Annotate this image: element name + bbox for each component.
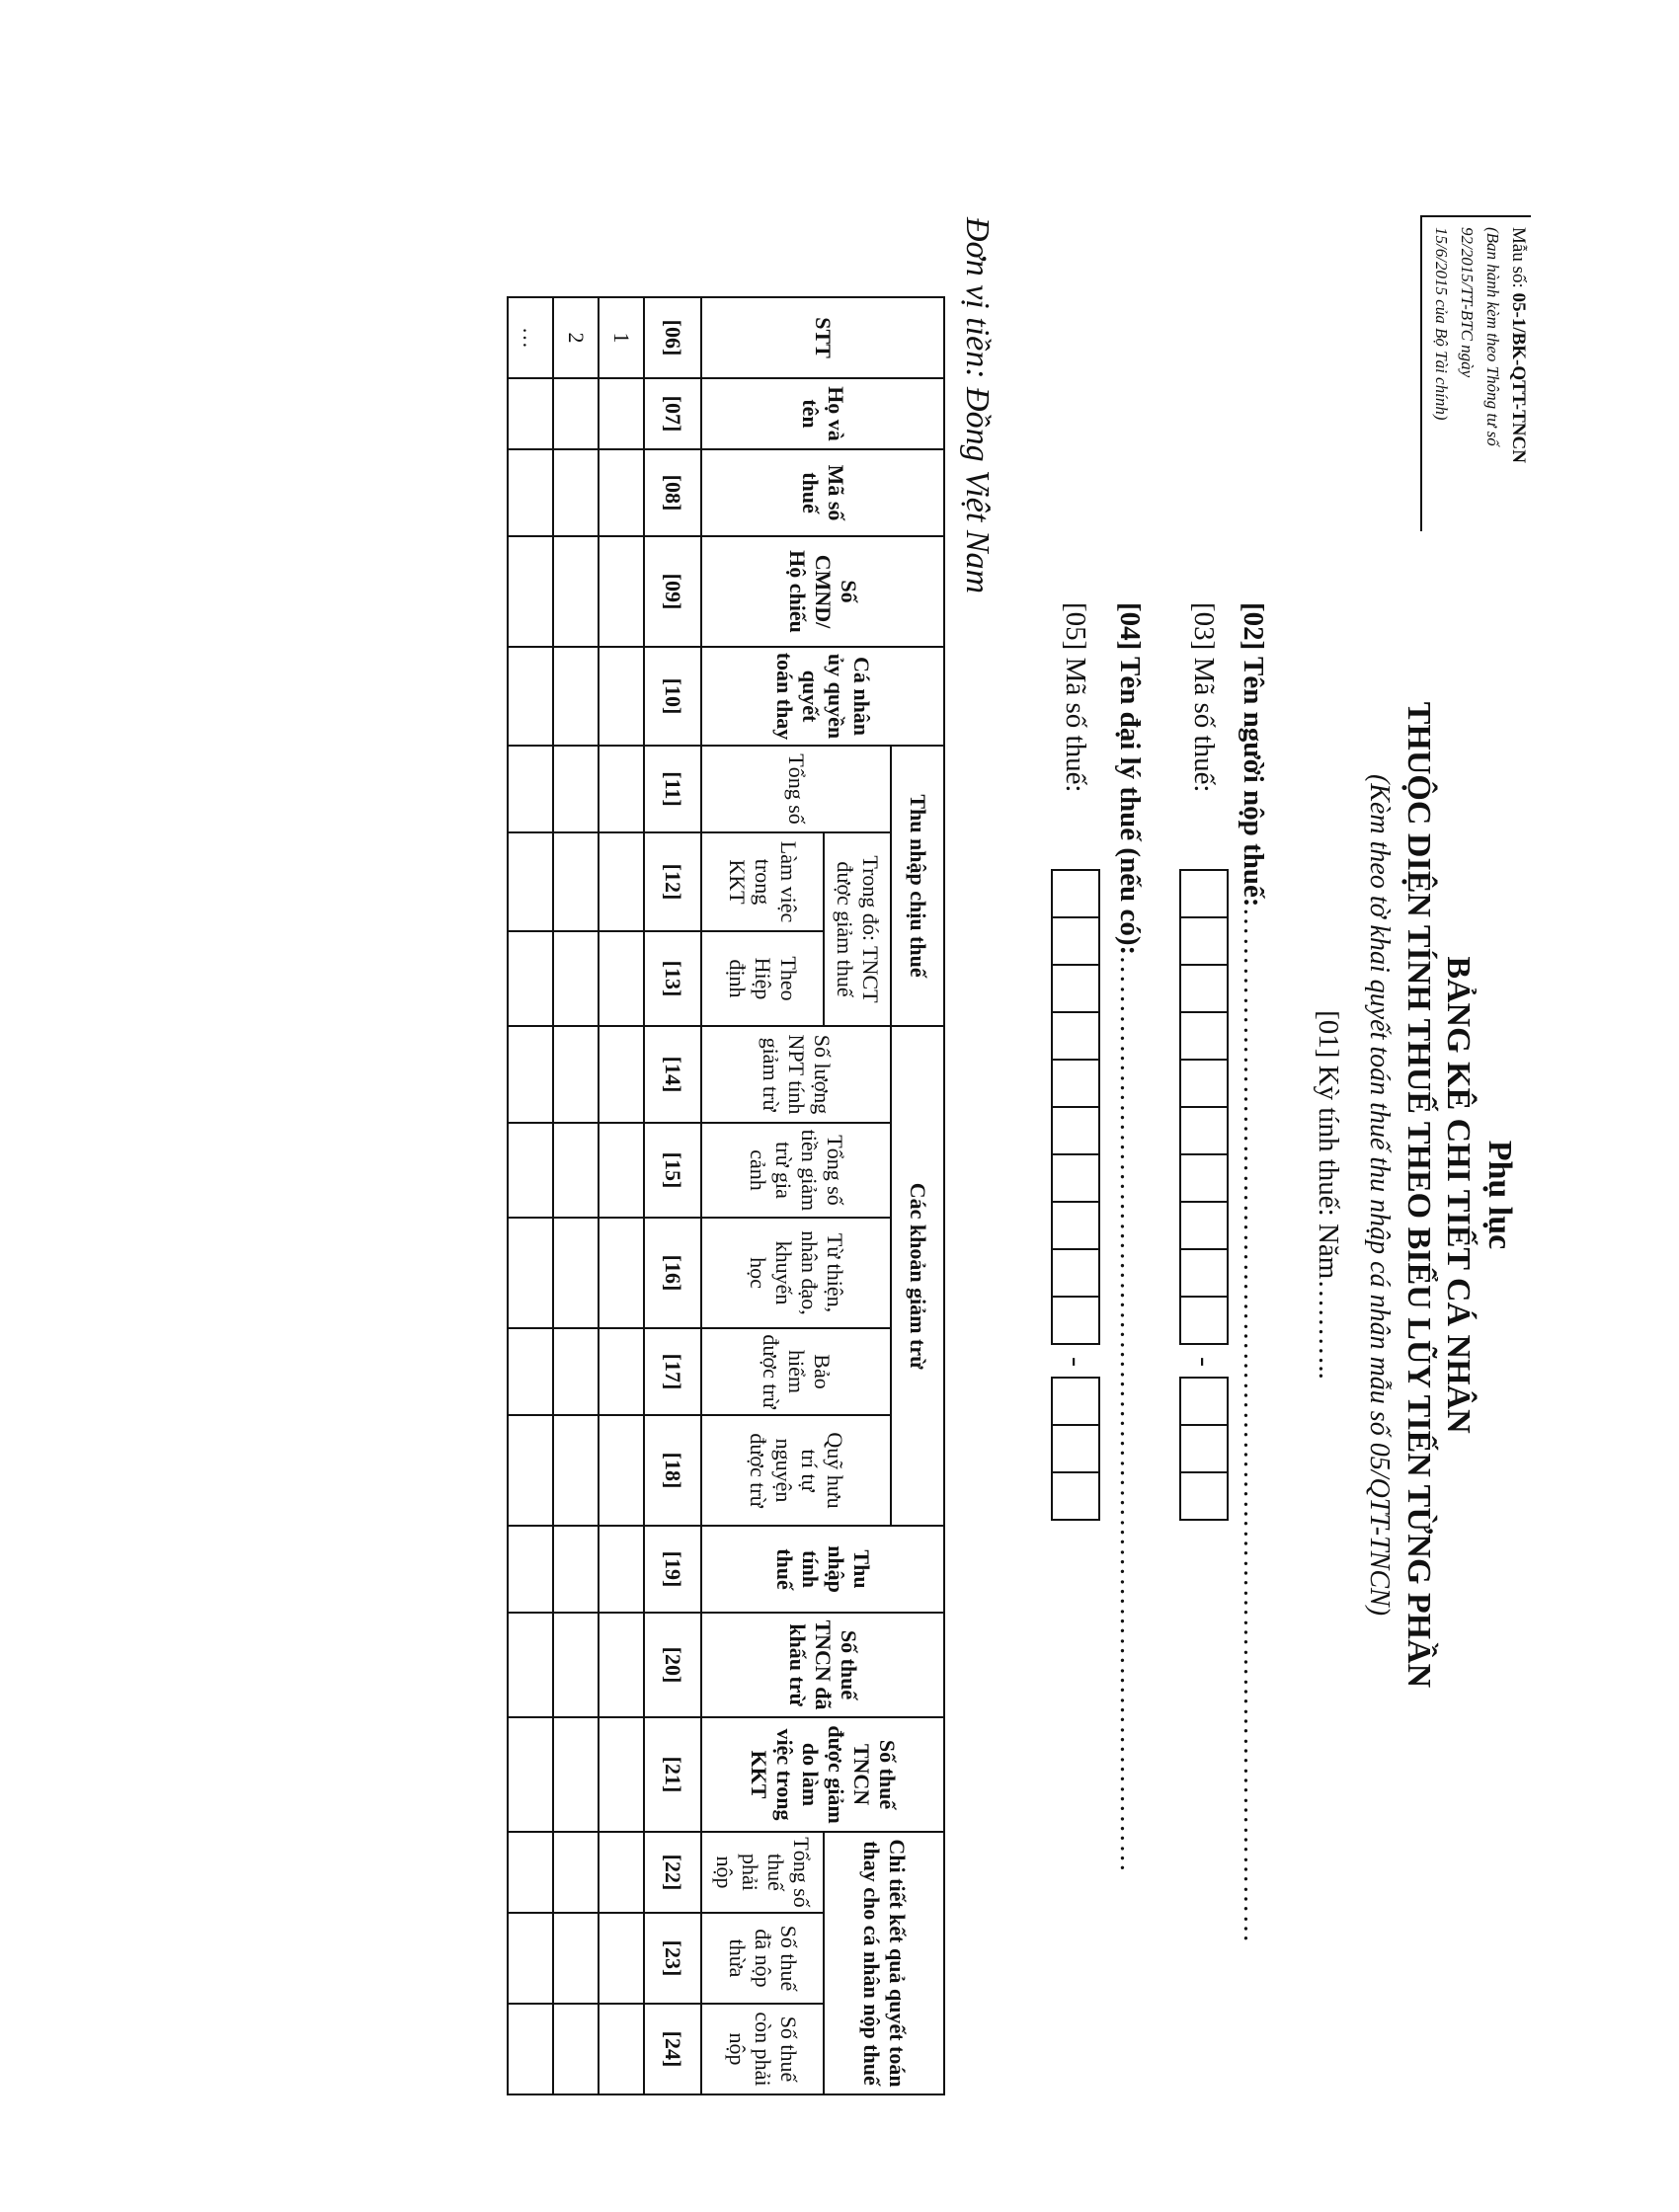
table-cell[interactable]: [508, 1415, 553, 1526]
agent-name-label: [04] Tên đại lý thuế (nếu có):: [1114, 602, 1146, 956]
column-code: [24]: [644, 2004, 701, 2094]
table-cell[interactable]: [599, 647, 644, 746]
agent-name-field[interactable]: …………………………………………………………………………………: [1114, 955, 1146, 1874]
column-code: [17]: [644, 1328, 701, 1415]
column-code: [09]: [644, 536, 701, 647]
code-digit-box[interactable]: [1051, 1106, 1100, 1155]
header-tax-payable: Tổng số thuế phải nộp: [701, 1832, 824, 1913]
group-deductions: Các khoản giảm trừ: [891, 1026, 944, 1526]
table-cell[interactable]: [553, 832, 599, 931]
table-cell[interactable]: [599, 1613, 644, 1717]
table-cell[interactable]: [599, 449, 644, 536]
header-family-deduction: Tổng số tiền giảm trừ gia cảnh: [701, 1123, 891, 1218]
table-cell[interactable]: [508, 832, 553, 931]
tax-period: [01] Kỳ tính thuế: Năm………..: [1313, 1010, 1344, 1380]
code-digit-box[interactable]: [1179, 1059, 1229, 1108]
column-code: [13]: [644, 931, 701, 1026]
branch-digit-box[interactable]: [1179, 1377, 1229, 1426]
table-cell[interactable]: [553, 1328, 599, 1415]
page-title: BẢNG KÊ CHI TIẾT CÁ NHÂN: [1440, 956, 1477, 1434]
table-cell[interactable]: [553, 1717, 599, 1832]
table-cell[interactable]: [599, 1218, 644, 1328]
header-kkt: Làm việc trong KKT: [701, 832, 824, 931]
header-insurance: Bảo hiểm được trừ: [701, 1328, 891, 1415]
table-cell[interactable]: [508, 378, 553, 449]
header-tax-withheld: Số thuế TNCN đã khấu trừ: [701, 1613, 944, 1717]
form-code-label: Mẫu số:: [1508, 227, 1529, 288]
agent-code-boxes: [1051, 871, 1100, 1521]
table-cell[interactable]: [553, 1415, 599, 1526]
table-cell[interactable]: [553, 647, 599, 746]
header-charity: Từ thiện, nhân đạo, khuyến học: [701, 1218, 891, 1328]
header-total-income: Tổng số: [701, 746, 891, 832]
group-taxable-income: Thu nhập chịu thuế: [891, 746, 944, 1026]
header-name: Họ và tên: [701, 378, 944, 449]
column-code: [23]: [644, 1913, 701, 2004]
table-cell[interactable]: [553, 1218, 599, 1328]
row-number: …: [508, 297, 553, 378]
table-cell[interactable]: [553, 746, 599, 832]
header-overpaid: Số thuế đã nộp thừa: [701, 1913, 824, 2004]
column-code: [16]: [644, 1218, 701, 1328]
table-cell[interactable]: [553, 1913, 599, 2004]
taxpayer-code-label: [03] Mã số thuế:: [1188, 602, 1221, 793]
table-cell[interactable]: [599, 1913, 644, 2004]
table-row: [553, 297, 599, 2094]
page-subtitle: THUỘC DIỆN TÍNH THUẾ THEO BIỂU LŨY TIẾN TỪNG PHẦN: [1400, 701, 1437, 1689]
code-digit-box[interactable]: [1179, 1296, 1229, 1345]
table-cell[interactable]: [553, 1526, 599, 1613]
code-digit-box[interactable]: [1051, 1153, 1100, 1203]
table-cell[interactable]: [553, 1613, 599, 1717]
taxpayer-code-boxes: [1179, 871, 1229, 1521]
form-issued-line-1: (Ban hành kèm theo Thông tư số: [1483, 227, 1502, 446]
table-cell[interactable]: [553, 2004, 599, 2094]
table-cell[interactable]: [553, 1832, 599, 1913]
taxpayer-name-line: [1237, 602, 1269, 1943]
branch-digit-box[interactable]: [1179, 1424, 1229, 1473]
table-cell[interactable]: [599, 746, 644, 832]
form-code-value: 05-1/BK-QTT-TNCN: [1508, 292, 1529, 463]
column-code: [08]: [644, 449, 701, 536]
header-id-number: Số CMND/ Hộ chiếu: [701, 536, 944, 647]
code-digit-box[interactable]: [1179, 1248, 1229, 1298]
column-code: [18]: [644, 1415, 701, 1526]
table-cell[interactable]: [599, 1415, 644, 1526]
table-cell[interactable]: [508, 1526, 553, 1613]
code-digit-box[interactable]: [1051, 1296, 1100, 1345]
table-cell[interactable]: [599, 1526, 644, 1613]
code-digit-box[interactable]: [1051, 964, 1100, 1013]
code-digit-box[interactable]: [1179, 1011, 1229, 1061]
table-cell[interactable]: [508, 746, 553, 832]
table-cell[interactable]: [508, 1613, 553, 1717]
taxpayer-name-field[interactable]: ……………………………………………………………………………………………: [1238, 907, 1269, 1944]
code-digit-box[interactable]: [1051, 1201, 1100, 1250]
agent-code-label: [05] Mã số thuế:: [1060, 602, 1092, 793]
column-code: [12]: [644, 832, 701, 931]
table-cell[interactable]: [599, 1328, 644, 1415]
table-row: [599, 297, 644, 2094]
header-tax-code: Mã số thuế: [701, 449, 944, 536]
code-digit-box[interactable]: [1179, 916, 1229, 966]
rotated-landscape-page: [0, 178, 1560, 2212]
table-cell[interactable]: [599, 2004, 644, 2094]
form-issued-line-2: 92/2015/TT-BTC ngày: [1458, 227, 1477, 378]
table-cell[interactable]: [599, 1026, 644, 1123]
code-digit-box[interactable]: [1179, 1201, 1229, 1250]
table-cell[interactable]: [599, 1717, 644, 1832]
detail-table: [507, 296, 945, 2095]
code-digit-box[interactable]: [1179, 1106, 1229, 1155]
code-digit-box[interactable]: [1179, 1153, 1229, 1203]
header-tax-reduced-kkt: Số thuế TNCN được giảm do làm việc trong KKT: [701, 1717, 944, 1832]
code-separator: -: [1060, 1357, 1092, 1367]
code-separator: -: [1188, 1357, 1221, 1367]
table-cell[interactable]: [599, 832, 644, 931]
header-agreement: Theo Hiệp định: [701, 931, 824, 1026]
taxpayer-name-label: [02] Tên người nộp thuế:: [1238, 602, 1269, 908]
header-remaining: Số thuế còn phải nộp: [701, 2004, 824, 2094]
table-cell[interactable]: [508, 536, 553, 647]
header-dependents: Số lượng NPT tính giảm trừ: [701, 1026, 891, 1123]
table-cell[interactable]: [599, 1832, 644, 1913]
table-cell[interactable]: [553, 449, 599, 536]
table-row: [508, 297, 553, 2094]
table-cell[interactable]: [508, 931, 553, 1026]
table-cell[interactable]: [599, 536, 644, 647]
branch-digit-box[interactable]: [1051, 1377, 1100, 1426]
header-assessable-income: Thu nhập tính thuế: [701, 1526, 944, 1613]
table-cell[interactable]: [553, 378, 599, 449]
table-cell[interactable]: [553, 1026, 599, 1123]
column-code: [19]: [644, 1526, 701, 1613]
column-code: [21]: [644, 1717, 701, 1832]
table-cell[interactable]: [599, 378, 644, 449]
form-issued-line-3: 15/6/2015 của Bộ Tài chính): [1432, 227, 1451, 421]
table-cell[interactable]: [508, 1218, 553, 1328]
code-digit-box[interactable]: [1051, 1011, 1100, 1061]
table-cell[interactable]: [508, 2004, 553, 2094]
column-code: [20]: [644, 1613, 701, 1717]
branch-digit-box[interactable]: [1051, 1424, 1100, 1473]
agent-code-line: [1051, 602, 1100, 1521]
code-digit-box[interactable]: [1179, 869, 1229, 918]
column-code: [10]: [644, 647, 701, 746]
table-cell[interactable]: [553, 931, 599, 1026]
header-pension: Quỹ hưu trí tự nguyện được trừ: [701, 1415, 891, 1526]
group-settlement: Chi tiết kết quả quyết toán thay cho cá nhân nộp thuế: [824, 1832, 944, 2094]
subgroup-reduced-income: Trong đó: TNCT được giảm thuế: [824, 832, 891, 1026]
column-code: [06]: [644, 297, 701, 378]
column-code: [14]: [644, 1026, 701, 1123]
code-digit-box[interactable]: [1051, 869, 1100, 918]
column-code: [07]: [644, 378, 701, 449]
code-digit-box[interactable]: [1051, 1248, 1100, 1298]
table-cell[interactable]: [508, 1123, 553, 1218]
table-cell[interactable]: [553, 536, 599, 647]
header-stt: STT: [701, 297, 944, 378]
code-digit-box[interactable]: [1051, 916, 1100, 966]
table-cell[interactable]: [508, 1328, 553, 1415]
table-cell[interactable]: [508, 1026, 553, 1123]
table-cell[interactable]: [599, 1123, 644, 1218]
table-cell[interactable]: [553, 1123, 599, 1218]
table-cell[interactable]: [508, 647, 553, 746]
header-authorized: Cá nhân ủy quyền quyết toán thay: [701, 647, 944, 746]
table-cell[interactable]: [508, 1913, 553, 2004]
taxpayer-code-line: [1179, 602, 1229, 1521]
title-block: [1306, 612, 1521, 1778]
table-cell[interactable]: [508, 449, 553, 536]
table-cell[interactable]: [508, 1717, 553, 1832]
appendix-title: Phụ lục: [1481, 1140, 1518, 1250]
column-code: [15]: [644, 1123, 701, 1218]
row-number: 1: [599, 297, 644, 378]
currency-unit: Đơn vị tiền: Đồng Việt Nam: [959, 217, 996, 594]
branch-digit-box[interactable]: [1179, 1471, 1229, 1521]
table-cell[interactable]: [599, 931, 644, 1026]
form-code-box: [1420, 215, 1531, 531]
agent-name-line: [1113, 602, 1146, 1873]
code-digit-box[interactable]: [1051, 1059, 1100, 1108]
code-digit-box[interactable]: [1179, 964, 1229, 1013]
attachment-note: (Kèm theo tờ khai quyết toán thuế thu nhập cá nhân mẫu số 05/QTT-TNCN): [1364, 773, 1395, 1617]
table-cell[interactable]: [508, 1832, 553, 1913]
column-code: [11]: [644, 746, 701, 832]
column-code: [22]: [644, 1832, 701, 1913]
row-number: 2: [553, 297, 599, 378]
branch-digit-box[interactable]: [1051, 1471, 1100, 1521]
